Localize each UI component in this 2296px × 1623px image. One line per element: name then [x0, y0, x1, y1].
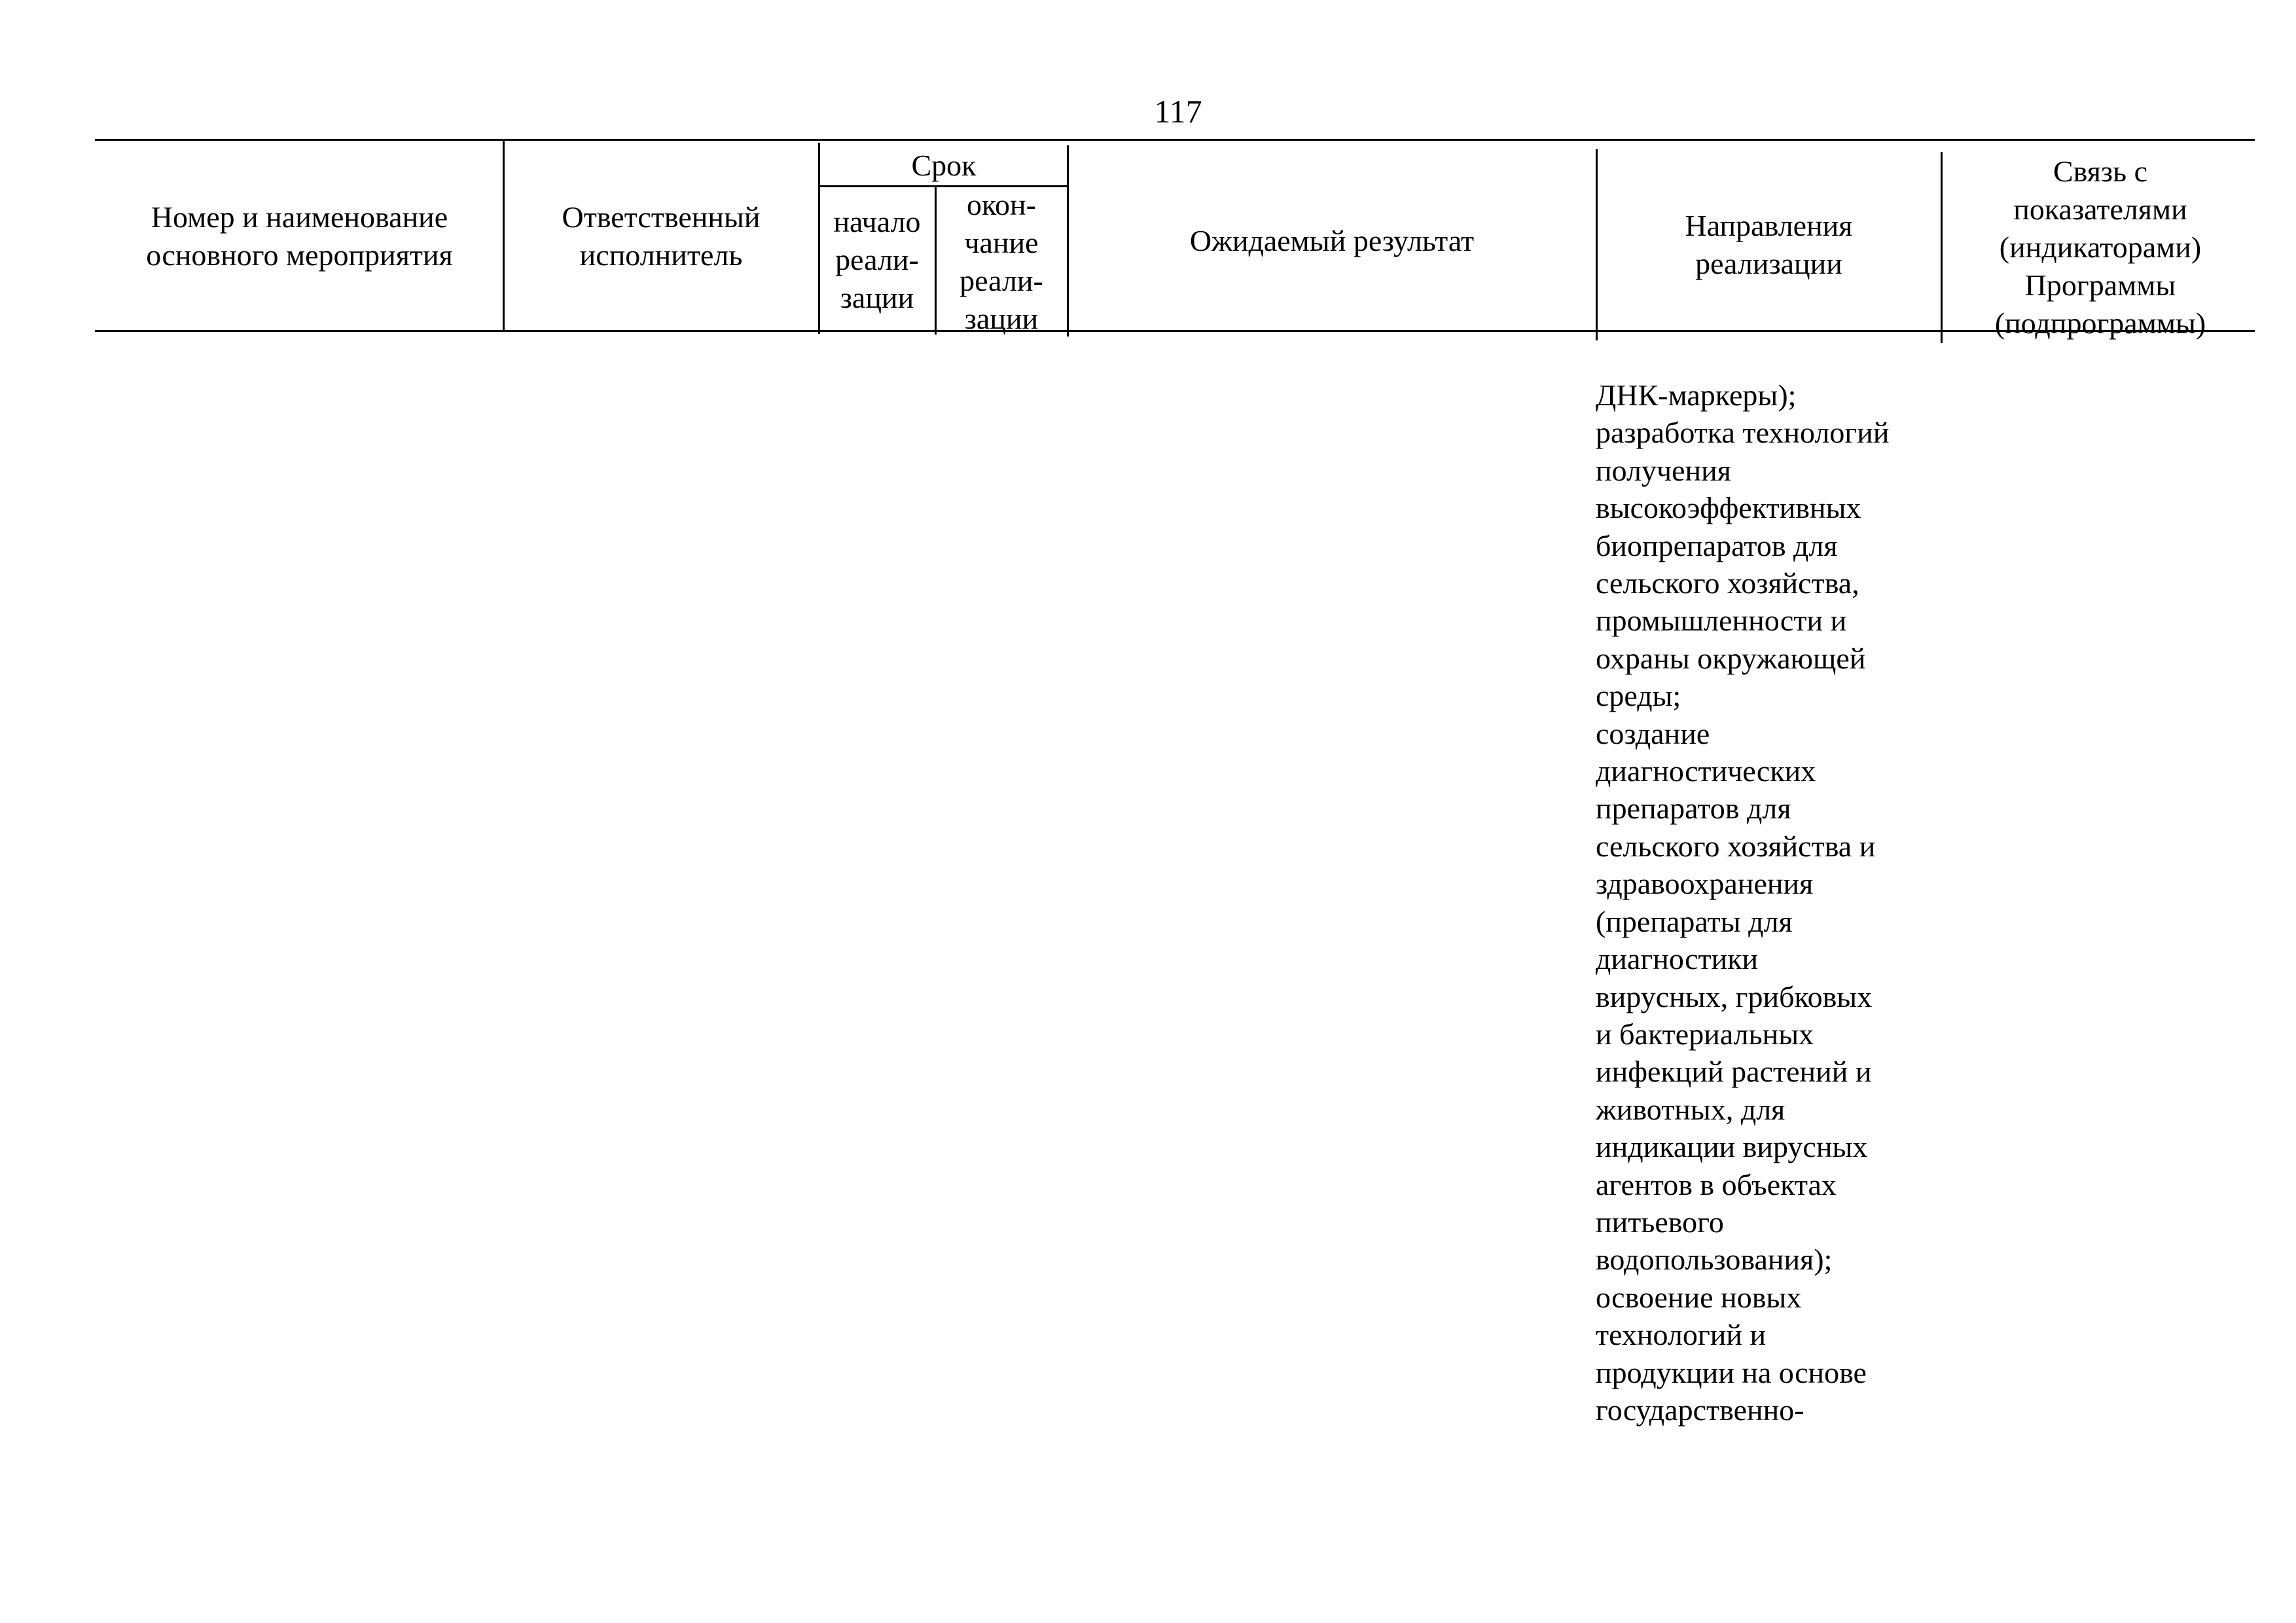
text-line: создание [1596, 716, 1710, 750]
text-line: сельского хозяйства, [1596, 566, 1859, 600]
text-line: биопрепаратов для [1596, 528, 1838, 562]
text-line: сельского хозяйства и [1596, 829, 1876, 863]
text-line: ДНК-маркеры); [1596, 378, 1797, 412]
text-line: индикации вирусных [1596, 1130, 1868, 1164]
text-line: препаратов для [1596, 792, 1791, 826]
text-line: агентов в объектах [1596, 1167, 1837, 1201]
header-indicators-link: Связь с показателями (индикаторами) Программы (подпрограммы) [1994, 155, 2206, 340]
text-line: (препараты для [1596, 904, 1793, 938]
header-event-name: Номер и наименование основного мероприятия [146, 200, 453, 272]
text-line: освоение новых [1596, 1280, 1802, 1314]
header-term-end: окон- чание реали- зации [960, 188, 1043, 335]
text-line: питьевого [1596, 1205, 1724, 1239]
col-divider-2 [818, 143, 820, 334]
header-term: Срок [911, 149, 977, 182]
col-divider-3 [935, 187, 937, 335]
text-line: промышленности и [1596, 604, 1847, 638]
text-line: здравоохранения [1596, 867, 1814, 901]
text-line: продукции на основе [1596, 1355, 1867, 1389]
text-line: государственно- [1596, 1393, 1804, 1427]
header-expected-result: Ожидаемый результат [1189, 224, 1475, 257]
col-divider-4 [1067, 145, 1069, 337]
text-line: диагностики [1596, 942, 1759, 976]
text-line: технологий и [1596, 1318, 1767, 1352]
text-line: вирусных, грибковых [1596, 979, 1873, 1013]
text-line: охраны окружающей [1596, 641, 1866, 675]
text-line: среды; [1596, 679, 1681, 713]
text-line: диагностических [1596, 754, 1816, 788]
col-divider-1 [503, 141, 505, 332]
col-divider-5 [1596, 149, 1598, 340]
text-line: разработка технологий [1596, 416, 1890, 450]
header-responsible: Ответственный исполнитель [562, 200, 761, 272]
text-line: инфекций растений и [1596, 1055, 1872, 1089]
header-directions: Направления реализации [1685, 209, 1853, 280]
page-number: 117 [1154, 93, 1202, 130]
text-line: водопользования); [1596, 1243, 1833, 1277]
text-line: получения [1596, 453, 1731, 487]
directions-cell [1596, 376, 1962, 1429]
text-line: животных, для [1596, 1092, 1785, 1126]
text-line: и бактериальных [1596, 1017, 1814, 1051]
col-divider-6 [1941, 152, 1943, 343]
text-line: высокоэффективных [1596, 491, 1861, 525]
header-term-start: начало реали- зации [833, 205, 921, 314]
